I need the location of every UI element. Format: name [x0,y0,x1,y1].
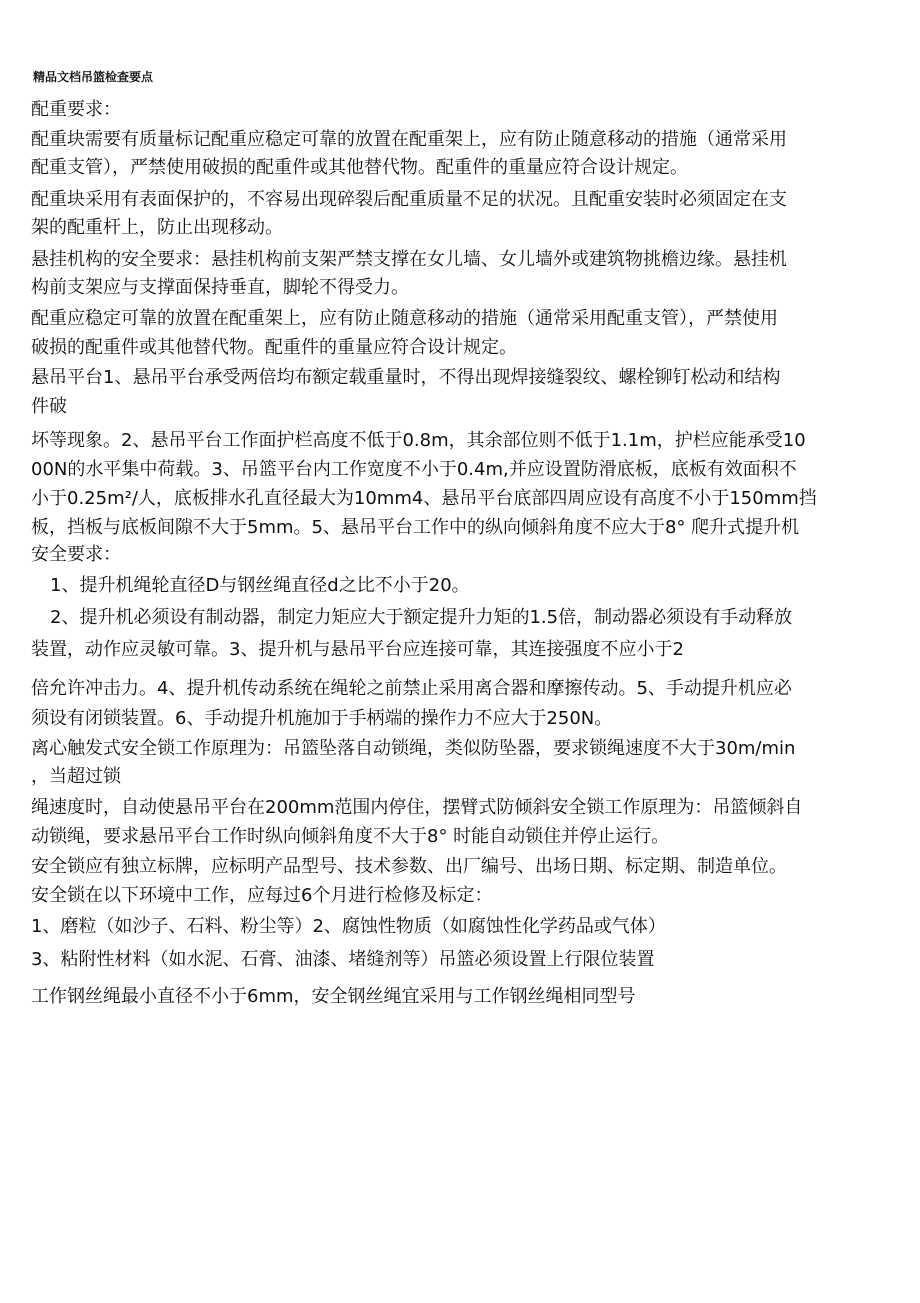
text-line: 动锁绳，要求悬吊平台工作时纵向倾斜角度不大于8° 时能自动锁住并停止运行。 [31,826,670,847]
text-line: 配重支管），严禁使用破损的配重件或其他替代物。配重件的重量应符合设计规定。 [31,157,688,178]
text-line: 离心触发式安全锁工作原理为：吊篮坠落自动锁绳，类似防坠器，要求锁绳速度不大于30m/min [31,738,796,759]
text-line: 坏等现象。2、悬吊平台工作面护栏高度不低于0.8m，其余部位则不低于1.1m，护栏应能承受10 [31,430,806,451]
text-line: 配重块需要有质量标记配重应稳定可靠的放置在配重架上，应有防止随意移动的措施（通常采用 [31,129,787,150]
text-line: 工作钢丝绳最小直径不小于6mm，安全钢丝绳宜采用与工作钢丝绳相同型号 [31,986,636,1007]
text-line: 倍允许冲击力。4、提升机传动系统在绳轮之前禁止采用离合器和摩擦传动。5、手动提升机应必 [31,678,792,699]
text-line: 小于0.25m²/人，底板排水孔直径最大为10mm4、悬吊平台底部四周应设有高度不小于150mm挡 [31,488,817,509]
text-line: 1、提升机绳轮直径D与钢丝绳直径d之比不小于20。 [50,575,470,596]
text-line: 破损的配重件或其他替代物。配重件的重量应符合设计规定。 [31,337,517,358]
text-line: 悬挂机构的安全要求：悬挂机构前支架严禁支撑在女儿墙、女儿墙外或建筑物挑檐边缘。悬挂机 [31,249,787,270]
text-line: 3、粘附性材料（如水泥、石膏、油漆、堵缝剂等）吊篮必须设置上行限位装置 [31,949,655,970]
text-line: 件破 [31,396,67,417]
text-line: 装置，动作应灵敏可靠。3、提升机与悬吊平台应连接可靠，其连接强度不应小于2 [31,639,684,660]
text-line: ，当超过锁 [31,766,121,787]
text-line: 2、提升机必须设有制动器，制定力矩应大于额定提升力矩的1.5倍，制动器必须设有手动释放 [50,607,793,628]
text-line: 安全要求： [31,544,121,565]
text-line: 须设有闭锁装置。6、手动提升机施加于手柄端的操作力不应大于250N。 [31,708,613,729]
text-line: 配重要求： [31,99,121,120]
text-line: 配重应稳定可靠的放置在配重架上，应有防止随意移动的措施（通常采用配重支管），严禁使用 [31,308,778,329]
text-line: 00N的水平集中荷载。3、吊篮平台内工作宽度不小于0.4m,并应设置防滑底板，底板有效面积不 [31,459,797,480]
text-line: 架的配重杆上，防止出现移动。 [31,217,283,238]
text-line: 构前支架应与支撑面保持垂直，脚轮不得受力。 [31,277,409,298]
text-line: 配重块采用有表面保护的，不容易出现碎裂后配重质量不足的状况。且配重安装时必须固定在支 [31,189,787,210]
text-line: 板，挡板与底板间隙不大于5mm。5、悬吊平台工作中的纵向倾斜角度不应大于8° 爬升式提升机 [31,517,800,538]
text-line: 安全锁应有独立标牌，应标明产品型号、技术参数、出厂编号、出场日期、标定期、制造单位。 [31,856,787,877]
text-line: 1、磨粒（如沙子、石料、粉尘等）2、腐蚀性物质（如腐蚀性化学药品或气体） [31,916,666,937]
text-line: 安全锁在以下环境中工作，应每过6个月进行检修及标定： [31,885,493,906]
text-line: 绳速度时，自动使悬吊平台在200mm范围内停住，摆臂式防倾斜安全锁工作原理为：吊篮倾斜自 [31,797,803,818]
document-header: 精品文档吊篮检查要点 [33,70,154,84]
text-line: 悬吊平台1、悬吊平台承受两倍均布额定载重量时，不得出现焊接缝裂纹、螺栓铆钉松动和结构 [31,367,781,388]
